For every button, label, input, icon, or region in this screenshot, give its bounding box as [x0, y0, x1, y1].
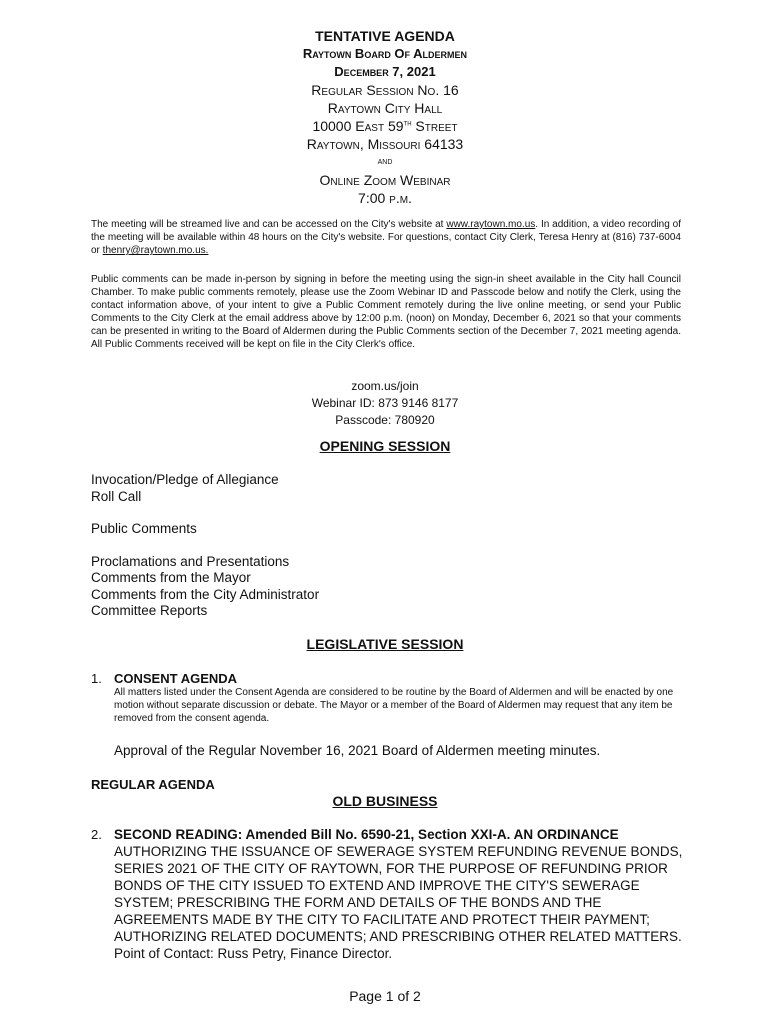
street-suffix: th: [403, 118, 412, 128]
bill-6590-heading: SECOND READING: Amended Bill No. 6590-21, Section XXI-A. AN ORDINANCE: [114, 827, 619, 842]
legislative-session-heading: LEGISLATIVE SESSION: [306, 636, 464, 652]
online-webinar: Online Zoom Webinar: [319, 172, 451, 188]
spacer: [91, 538, 319, 554]
consent-agenda-title: CONSENT AGENDA: [114, 671, 238, 686]
old-business-heading: OLD BUSINESS: [332, 793, 438, 809]
clerk-email-link[interactable]: thenry@raytown.mo.us.: [102, 245, 209, 256]
opening-items: [91, 472, 319, 620]
bill-6590-text: AUTHORIZING THE ISSUANCE OF SEWERAGE SYSTEM REFUNDING REVENUE BONDS, SERIES 2021 OF THE CITY OF RAYTOWN, FOR THE PURPOSE OF REFUNDING PRIOR BONDS OF THE CITY ISSUED TO EXTEND AND IMPROVE THE CITY'S SEWERAGE SYSTEM; PRESCRIBING THE FORM AND DETAILS OF THE BONDS AND THE AGREEMENTS MADE BY THE CITY TO FACILITATE AND PROTECT THEIR PAYMENT; AUTHORIZING RELATED DOCUMENTS; AND PRESCRIBING OTHER RELATED MATTERS. Point of Contact: Russ Petry, Finance Director.: [114, 844, 683, 961]
opening-session-heading: OPENING SESSION: [319, 438, 451, 454]
venue-street: [0, 117, 770, 135]
zoom-info: [0, 378, 770, 429]
webinar-id: Webinar ID: 873 9146 8177: [311, 396, 459, 410]
administrator-comments-item: Comments from the City Administrator: [91, 586, 320, 602]
board-name: Raytown Board Of Aldermen: [302, 46, 468, 61]
committee-reports-item: Committee Reports: [91, 603, 208, 618]
regular-agenda-heading: REGULAR AGENDA: [91, 777, 215, 792]
proclamations-item: Proclamations and Presentations: [91, 553, 290, 569]
stream-info-text: The meeting will be streamed live and can be accessed on the City's website at: [91, 219, 447, 230]
mayor-comments-item: Comments from the Mayor: [91, 570, 251, 585]
street-name: Street: [411, 118, 458, 134]
stream-info-text-2: . In addition, a video recording of the meeting will be available within 48 hours on the City's website. For questions, contact City Clerk, Teresa Henry at (816) 737-6004 or: [91, 219, 682, 256]
meeting-date: December 7, 2021: [334, 64, 436, 79]
bill-6590-item: [114, 826, 684, 962]
venue-name: Raytown City Hall: [327, 100, 443, 116]
roll-call-item: Roll Call: [91, 488, 142, 504]
street-number: 10000 East 59: [312, 118, 404, 134]
city-website-link[interactable]: www.raytown.mo.us: [446, 219, 536, 230]
spacer: [91, 505, 319, 521]
minutes-approval-item: Approval of the Regular November 16, 2021 Board of Aldermen meeting minutes.: [114, 743, 601, 758]
page-number: Page 1 of 2: [349, 988, 421, 1004]
meeting-time: 7:00 p.m.: [358, 190, 412, 206]
session-number: Regular Session No. 16: [311, 82, 459, 98]
agenda-title: TENTATIVE AGENDA: [315, 28, 455, 44]
stream-info-paragraph: [91, 218, 681, 257]
passcode: Passcode: 780920: [335, 413, 435, 427]
public-comments-paragraph: Public comments can be made in-person by signing in before the meeting using the sign-in sheet available in the City hall Council Chamber. To make public comments remotely, please use the Zoom Webinar ID and Passcode below and notify the Clerk, using the contact information above, of your intent to give a Public Comment remotely during the live online meeting, or send your Public Comments to the City Clerk at the email address above by 12:00 p.m. (noon) on Monday, December 6, 2021 so that your comments can be presented in writing to the Board of Aldermen during the Public Comments section of the December 7, 2021 meeting agenda. All Public Comments received will be kept on file in the City Clerk's office.: [91, 274, 681, 350]
and-label: and: [377, 156, 393, 167]
consent-number: 1.: [91, 671, 102, 686]
public-comments-item: Public Comments: [91, 521, 197, 536]
invocation-item: Invocation/Pledge of Allegiance: [91, 472, 279, 487]
consent-agenda-description: All matters listed under the Consent Agenda are considered to be routine by the Board of Aldermen and will be enacted by one motion without separate discussion or debate. The Mayor or a member of the Board of Aldermen may request that any item be removed from the consent agenda.: [114, 687, 674, 724]
agenda-header: [0, 27, 770, 207]
venue-city: Raytown, Missouri 64133: [306, 136, 464, 152]
item2-number: 2.: [91, 827, 102, 842]
zoom-url: zoom.us/join: [351, 379, 419, 393]
